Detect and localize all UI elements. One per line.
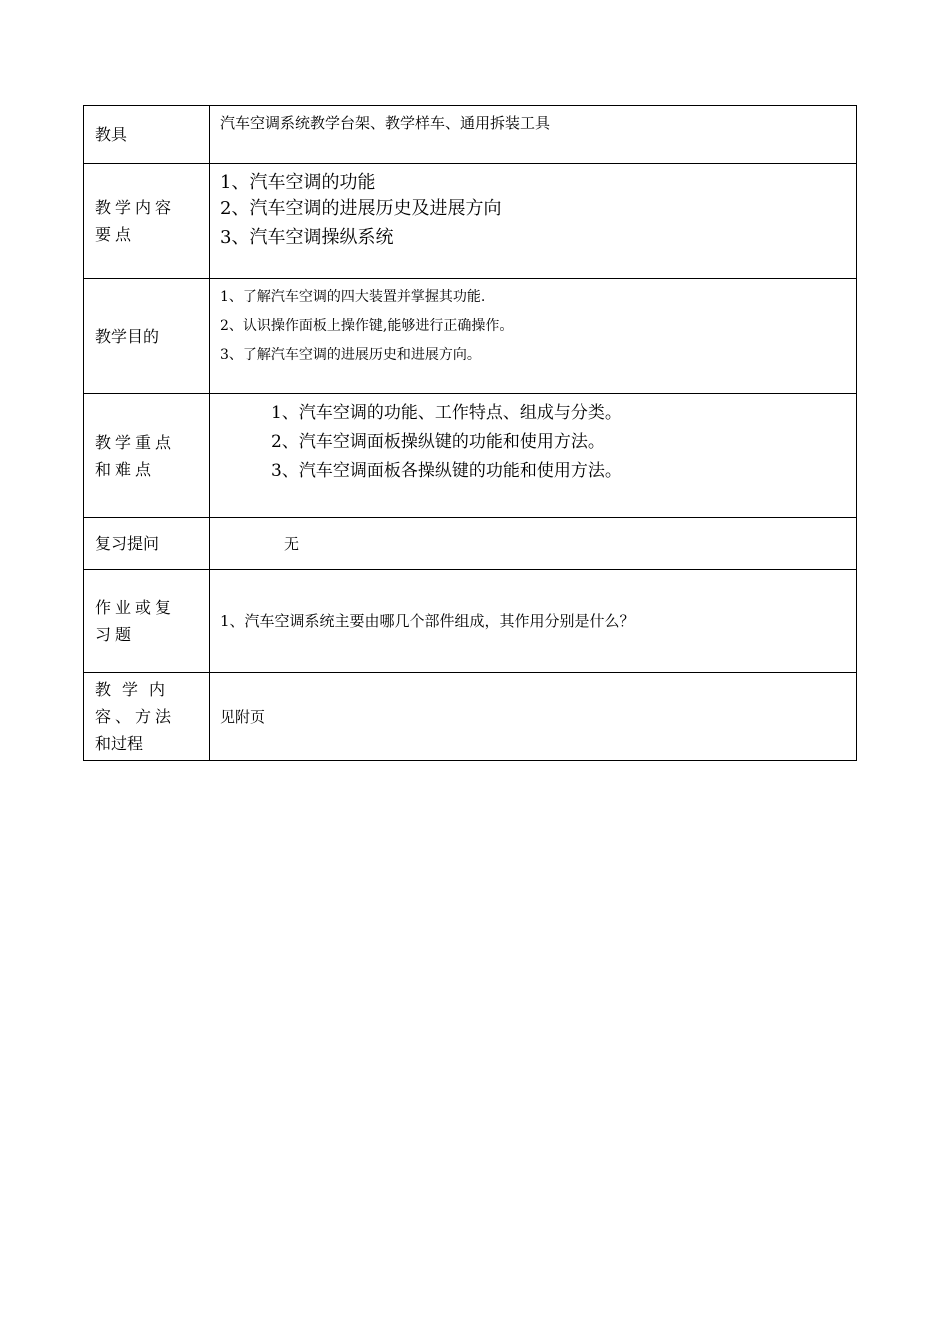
content-line: 2、汽车空调的进展历史及进展方向 bbox=[220, 198, 502, 219]
content-line: 见附页 bbox=[220, 707, 266, 726]
label-text: 要点 bbox=[95, 225, 136, 244]
row-content bbox=[210, 394, 857, 518]
label-text: 容、方法 bbox=[95, 707, 176, 726]
content-line: 2、汽车空调面板操纵键的功能和使用方法。 bbox=[271, 432, 605, 452]
lesson-plan-table bbox=[83, 105, 857, 761]
content-line: 1、汽车空调的功能 bbox=[220, 172, 376, 193]
label-text: 复习提问 bbox=[95, 534, 160, 553]
label-text: 教学目的 bbox=[95, 326, 160, 346]
row-content bbox=[210, 570, 857, 673]
row-content bbox=[210, 518, 857, 570]
table-row bbox=[84, 279, 857, 394]
row-label bbox=[84, 518, 210, 570]
table-row bbox=[84, 106, 857, 164]
content-line: 3、汽车空调面板各操纵键的功能和使用方法。 bbox=[271, 461, 622, 481]
label-text: 和过程 bbox=[95, 734, 144, 753]
label-text: 和难点 bbox=[95, 459, 156, 479]
row-content bbox=[210, 106, 857, 164]
content-line: 3、了解汽车空调的进展历史和进展方向。 bbox=[220, 347, 481, 363]
label-text: 教学重点 bbox=[95, 432, 176, 452]
label-text: 习题 bbox=[95, 625, 136, 644]
content-line: 1、汽车空调的功能、工作特点、组成与分类。 bbox=[271, 403, 622, 423]
row-label bbox=[84, 106, 210, 164]
table-row bbox=[84, 164, 857, 279]
label-text: 教具 bbox=[95, 125, 128, 144]
row-label bbox=[84, 673, 210, 761]
table-row bbox=[84, 394, 857, 518]
content-line: 2、认识操作面板上操作键,能够进行正确操作。 bbox=[220, 318, 514, 334]
table-row bbox=[84, 570, 857, 673]
row-content bbox=[210, 673, 857, 761]
row-label bbox=[84, 164, 210, 279]
content-line: 无 bbox=[284, 534, 300, 553]
label-text: 教学内 bbox=[95, 680, 177, 699]
row-label bbox=[84, 394, 210, 518]
table-row bbox=[84, 673, 857, 761]
content-line: 汽车空调系统教学台架、教学样车、通用拆装工具 bbox=[220, 114, 551, 132]
content-line: 1、汽车空调系统主要由哪几个部件组成，其作用分别是什么？ bbox=[220, 612, 635, 630]
content-line: 3、汽车空调操纵系统 bbox=[220, 227, 394, 248]
content-line: 1、了解汽车空调的四大装置并掌握其功能. bbox=[220, 289, 486, 305]
label-text: 教学内容 bbox=[95, 198, 176, 217]
row-label bbox=[84, 279, 210, 394]
row-content bbox=[210, 279, 857, 394]
label-text: 作业或复 bbox=[95, 598, 176, 617]
row-label bbox=[84, 570, 210, 673]
table-row bbox=[84, 518, 857, 570]
row-content bbox=[210, 164, 857, 279]
